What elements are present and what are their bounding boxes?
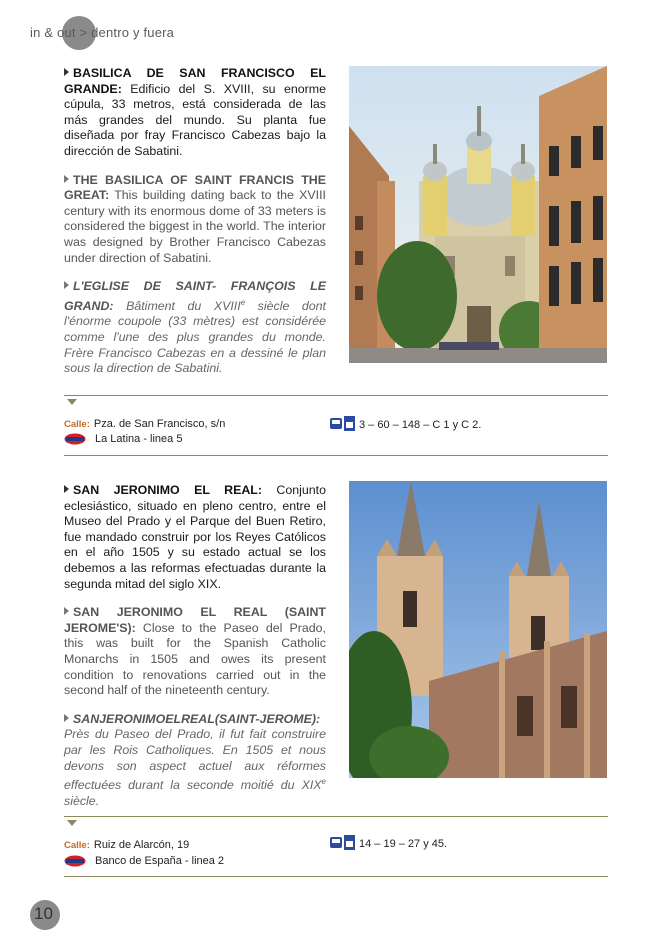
section1-divider-top <box>64 395 608 396</box>
section1-bus-lines: 3 – 60 – 148 – C 1 y C 2. <box>359 419 482 431</box>
section1-en-title: THE BASILICA OF SAINT FRANCIS THE GREAT: <box>64 172 326 203</box>
section1-en-body: This building dating back to the XVIII century with its enormous dome of 33 meters is considered the biggest in the world. The interior was designed by Brother Francisco Cabezas under direction of Sabatini. <box>64 188 326 265</box>
section1-divider-bottom <box>64 455 608 456</box>
section2-address <box>64 839 189 851</box>
section1-english-paragraph <box>64 173 326 267</box>
address-label: Calle: <box>64 840 90 851</box>
section2-bus-icons <box>330 835 356 856</box>
section2-es-body: Conjunto eclesiástico, situado en pleno centro, entre el Museo del Prado y el Parque del Buen Retiro, fue mandado construir por los Reyes Católicos en el año 1505 y su estado actual se los debemos a las reformas efectuadas durante la segunda mitad del siglo XIX. <box>64 483 327 591</box>
section1-es-title: BASILICA DE SAN FRANCISCO EL GRANDE: <box>64 66 326 96</box>
section1-fr-sup: e <box>240 297 246 307</box>
section2-text <box>64 483 326 822</box>
address-label: Calle: <box>64 419 90 430</box>
section1-metro: La Latina - linea 5 <box>95 433 183 445</box>
breadcrumb: in & out > dentro y fuera <box>30 25 175 40</box>
bullet-arrow-icon <box>64 714 69 722</box>
section1-fr-title: L'EGLISE DE SAINT- FRANÇOIS LE GRAND: <box>64 279 326 313</box>
bus-icon <box>330 835 356 851</box>
section2-en-title: SAN JERONIMO EL REAL (SAINT JEROME'S): <box>64 605 326 635</box>
section1-es-body: Edificio del S. XVIII, su enorme cúpula, 33 metros, está considerada de las más grandes del mundo. Su planta fue diseñada por fray Francisco Cabezas bajo la dirección de Sabatini. <box>64 81 326 158</box>
bullet-arrow-icon <box>64 175 69 183</box>
section2-divider-bottom <box>64 876 608 877</box>
bullet-arrow-icon <box>64 68 69 76</box>
san-jeronimo-photo <box>349 481 607 778</box>
section1-address <box>64 418 225 430</box>
bullet-arrow-icon <box>64 607 69 615</box>
address-value: Ruiz de Alarcón, 19 <box>93 839 190 851</box>
section2-fr-body-b: siècle. <box>64 793 100 808</box>
bus-icon <box>330 416 356 432</box>
section2-en-body: Close to the Paseo del Prado, this was built for the Spanish Catholic Monarchs in 1505 and owes its present condition to renovations carried out in the second half of the nineteenth century. <box>64 620 326 698</box>
section2-fr-body-a: Près du Paseo del Prado, il fut fait construire par les Rois Catholiques. En 1505 et nous devons son aspect actuel aux réformes effectuées durant la seconde moitié du XIX <box>64 727 326 793</box>
divider-marker-icon <box>67 820 77 826</box>
section1-spanish-paragraph <box>64 66 326 160</box>
section2-fr-title: SANJERONIMOELREAL(SAINT-JEROME): <box>73 711 321 726</box>
section1-text <box>64 66 326 390</box>
divider-marker-icon <box>67 399 77 405</box>
section1-bus-icons <box>330 416 356 437</box>
section2-es-title: SAN JERONIMO EL REAL: <box>73 483 262 497</box>
basilica-photo <box>349 66 607 363</box>
section2-bus-lines: 14 – 19 – 27 y 45. <box>359 838 448 850</box>
metro-logo-icon <box>64 854 86 866</box>
section2-fr-sup: e <box>321 777 326 787</box>
section2-french-paragraph <box>64 712 326 810</box>
section2-spanish-paragraph <box>64 483 326 592</box>
bullet-arrow-icon <box>64 281 69 289</box>
section2-metro: Banco de España - linea 2 <box>95 855 225 867</box>
section2-divider-top <box>64 816 608 817</box>
bullet-arrow-icon <box>64 485 69 493</box>
section1-fr-body-b: siècle dont l'énorme coupole (33 mètres) est considérée comme l'une des plus grandes du monde. Frère Francisco Cabezas en a dessiné le plan sous la direction de Sabatini. <box>64 298 326 376</box>
metro-logo-icon <box>64 432 86 444</box>
section2-english-paragraph <box>64 605 326 699</box>
section1-fr-body-a: Bâtiment du XVIII <box>113 298 241 313</box>
address-value: Pza. de San Francisco, s/n <box>93 418 226 430</box>
section1-french-paragraph <box>64 279 326 377</box>
page-number: 10 <box>34 904 53 923</box>
